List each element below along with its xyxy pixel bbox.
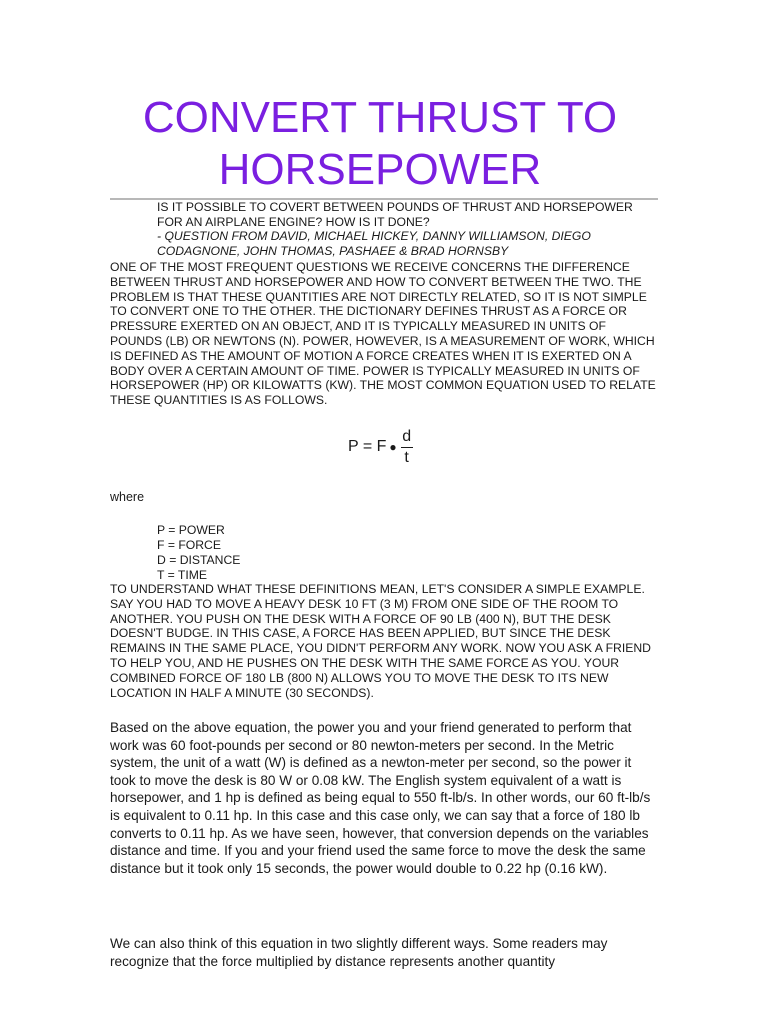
question-credit: - QUESTION FROM DAVID, MICHAEL HICKEY, DANNY WILLIAMSON, DIEGO CODAGNONE, JOHN THOMAS, PASHAEE & BRAD HORNSBY [157,229,591,258]
alternate-view-paragraph: We can also think of this equation in two slightly different ways. Some readers may recognize that the force multiplied by distance represents another quantity [110,936,608,969]
multiply-dot-icon: ● [389,440,397,454]
explanation-paragraph: Based on the above equation, the power you and your friend generated to perform that work was 60 foot-pounds per second or 80 newton-meters per second. In the Metric system, the unit of a watt (W) is defined as a newton-meter per second, so the power it took to move the desk is 80 W or 0.08 kW. The English system equivalent of a watt is horsepower, and 1 hp is defined as being equal to 550 ft-lb/s. In other words, our 60 ft-lb/s is equivalent to 0.11 hp. In this case and this case only, we can say that a force of 180 lb converts to 0.11 hp. As we have seen, however, that conversion depends on the variables distance and time. If you and your friend used the same force to move the desk the same distance but it took only 15 seconds, the power would double to 0.22 hp (0.16 kW). [110,720,651,876]
intro-paragraph: ONE OF THE MOST FREQUENT QUESTIONS WE RECEIVE CONCERNS THE DIFFERENCE BETWEEN THRUST AND HORSEPOWER AND HOW TO CONVERT BETWEEN THE TWO. THE PROBLEM IS THAT THESE QUANTITIES ARE NOT DIRECTLY RELATED, SO IT IS NOT SIMPLE TO CONVERT ONE TO THE OTHER. THE DICTIONARY DEFINES THRUST AS A FORCE OR PRESSURE EXERTED ON AN OBJECT, AND IT IS TYPICALLY MEASURED IN UNITS OF POUNDS (LB) OR NEWTONS (N). POWER, HOWEVER, IS A MEASUREMENT OF WORK, WHICH IS DEFINED AS THE AMOUNT OF MOTION A FORCE CREATES WHEN IT IS EXERTED ON A BODY OVER A CERTAIN AMOUNT OF TIME. POWER IS TYPICALLY MEASURED IN UNITS OF HORSEPOWER (HP) OR KILOWATTS (KW). THE MOST COMMON EQUATION USED TO RELATE THESE QUANTITIES IS AS FOLLOWS. [110,260,656,408]
equation-denominator: t [404,448,409,466]
equation-fraction [401,428,413,467]
page-title: CONVERT THRUST TO HORSEPOWER [142,93,618,194]
definition-item: P = POWER [157,523,225,537]
where-label: where [110,490,145,504]
definitions-list [157,523,240,583]
example-paragraph: TO UNDERSTAND WHAT THESE DEFINITIONS MEAN, LET'S CONSIDER A SIMPLE EXAMPLE. SAY YOU HAD TO MOVE A HEAVY DESK 10 FT (3 M) FROM ONE SIDE OF THE ROOM TO ANOTHER. YOU PUSH ON THE DESK WITH A FORCE OF 90 LB (400 N), BUT THE DESK DOESN'T BUDGE. IN THIS CASE, A FORCE HAS BEEN APPLIED, BUT SINCE THE DESK REMAINS IN THE SAME PLACE, YOU DIDN'T PERFORM ANY WORK. NOW YOU ASK A FRIEND TO HELP YOU, AND HE PUSHES ON THE DESK WITH THE SAME FORCE AS YOU. YOUR COMBINED FORCE OF 180 LB (800 N) ALLOWS YOU TO MOVE THE DESK TO ITS NEW LOCATION IN HALF A MINUTE (30 SECONDS). [110,582,651,700]
definition-item: T = TIME [157,568,208,582]
equation-numerator: d [402,427,412,445]
power-equation [348,422,413,472]
reader-question: IS IT POSSIBLE TO COVERT BETWEEN POUNDS OF THRUST AND HORSEPOWER FOR AN AIRPLANE ENGINE? HOW IS IT DONE? [157,200,633,229]
definition-item: D = DISTANCE [157,553,241,567]
equation-left: P = F [348,438,387,455]
fraction-bar [401,447,413,448]
definition-item: F = FORCE [157,538,221,552]
